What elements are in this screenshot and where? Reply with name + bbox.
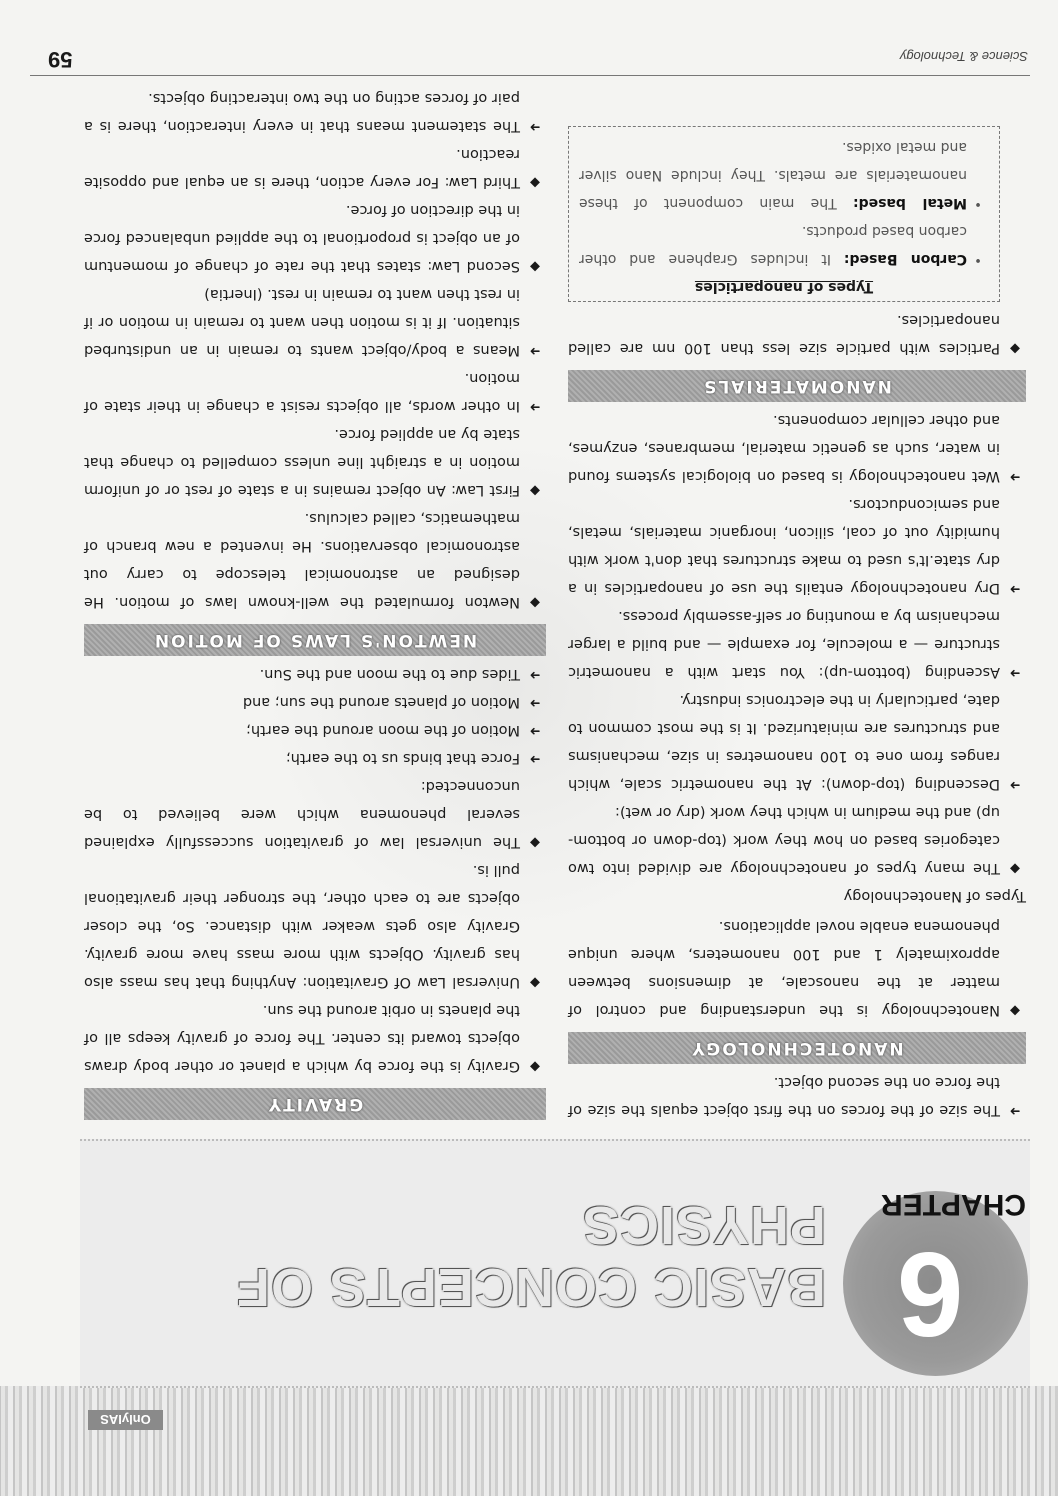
- arrow-icon: ➜: [529, 667, 541, 682]
- arrow-icon: ➜: [529, 751, 541, 766]
- box-title: Types of nanoparticles: [694, 279, 874, 295]
- diamond-bullet-icon: ◆: [1010, 1003, 1020, 1018]
- item-text: The size of the forces on the first object equals the size of the force on the second object.: [568, 1074, 1000, 1118]
- list-item: [84, 996, 546, 1080]
- section-heading-gravity: GRAVITY: [84, 1088, 546, 1120]
- chapter-title: BASIC CONCEPTS OF PHYSICS: [235, 1195, 826, 1317]
- arrow-icon: ➜: [1009, 777, 1021, 792]
- footer-rule: [30, 75, 1030, 76]
- diamond-bullet-icon: ◆: [530, 975, 540, 990]
- item-text: Universal Law Of Gravitation: Anything that has mass also has gravity. Objects with more mass have more gravity. Gravity also gets weaker with distance. So, the closer objects are to each other, the stronger their gravitational pull is.: [84, 862, 520, 990]
- item-text: The universal law of gravitation successfully explained several phenomena which were believed to be unconnected:: [84, 778, 520, 850]
- bullet-icon: •: [974, 196, 982, 211]
- item-text: Newton formulated the well-known laws of motion. He designed an astronomical telescope to carry out astronomical observations. He invented a new branch of mathematics, called calculus.: [84, 510, 520, 610]
- list-item: [84, 280, 546, 364]
- item-text: Particles with particle size less than 100 nm are called nanoparticles.: [568, 312, 1000, 356]
- item-text: Dry nanotechnology entails the use of nanoparticles in a dry state.It's used to make structures that don't work with humidity out of coal, silicon, inorganic materials, metals, and semiconductors.: [568, 496, 1000, 596]
- list-item: [84, 716, 546, 744]
- subheading-types: Types of Nanotechnology: [843, 888, 1026, 904]
- list-item: [579, 133, 989, 217]
- item-text: Motion of planets around the sun; and: [242, 694, 520, 710]
- footer-section-name: Science & Technology: [899, 49, 1028, 64]
- list-item: [84, 196, 546, 280]
- right-column: [84, 84, 546, 1124]
- diamond-bullet-icon: ◆: [530, 595, 540, 610]
- diamond-bullet-icon: ◆: [530, 1059, 540, 1074]
- item-text: Descending (top-down): At the nanometric scale, which ranges from one to 100 nanometres in size, mechanisms and structures are miniaturized. It is the most common to date, particularly in the electronics industry.: [568, 692, 1000, 792]
- list-item: [568, 490, 1026, 602]
- arrow-icon: ➜: [529, 723, 541, 738]
- arrow-icon: ➜: [1009, 581, 1021, 596]
- item-text: Ascending (bottom-up): You start with a nanometric structure — a molecule, for example — and build a larger mechanism by a mounting or self-assembly process.: [568, 608, 1000, 680]
- diamond-bullet-icon: ◆: [530, 483, 540, 498]
- list-item: [84, 140, 546, 196]
- list-item: [568, 406, 1026, 490]
- nanoparticle-types-box: [568, 126, 1000, 302]
- list-item: [568, 798, 1026, 882]
- diamond-bullet-icon: ◆: [530, 835, 540, 850]
- list-item: [84, 688, 546, 716]
- item-text: Nanotechnology is the understanding and control of matter at the nanoscale, at dimensions between approximately 1 and 100 nanometers, where unique phenomena enable novel applications.: [568, 918, 1000, 1018]
- item-label: Carbon Based:: [843, 251, 967, 267]
- left-column: [568, 126, 1026, 1124]
- list-item: [568, 686, 1026, 798]
- brand-badge: OnlyIAS: [88, 1410, 163, 1430]
- list-item: [579, 217, 989, 273]
- chapter-label: CHAPTER: [880, 1188, 1026, 1221]
- diamond-bullet-icon: ◆: [1010, 341, 1020, 356]
- item-text: The many types of nanotechnology are divided into two categories based on how they work (top-down or bottom-up) and the medium in which they work (dry or wet):: [568, 804, 1000, 876]
- item-text: Means a body/object wants to remain in an undisturbed situation. If it is motion then want to remain in motion or if in rest then want to remain in rest. (Inertia): [84, 286, 520, 358]
- item-text: It includes Graphene and other carbon based products.: [579, 223, 967, 267]
- list-item: [568, 1068, 1026, 1124]
- list-item: [84, 364, 546, 420]
- item-label: Metal based:: [853, 195, 967, 211]
- item-text: Tides due to the moon and the Sun.: [259, 666, 520, 682]
- list-item: [84, 660, 546, 688]
- arrow-icon: ➜: [529, 399, 541, 414]
- diamond-bullet-icon: ◆: [530, 175, 540, 190]
- item-text: Force that binds us to the earth;: [285, 750, 520, 766]
- arrow-icon: ➜: [529, 695, 541, 710]
- item-text: Gravity is the force by which a planet or other body draws objects toward its center. The force of gravity keeps all of the planets in orbit around the sun.: [84, 1002, 520, 1074]
- bullet-icon: •: [974, 252, 982, 267]
- list-item: [84, 420, 546, 504]
- arrow-icon: ➜: [529, 119, 541, 134]
- list-item: [568, 912, 1026, 1024]
- list-item: [84, 504, 546, 616]
- diamond-bullet-icon: ◆: [1010, 861, 1020, 876]
- page-number: 59: [48, 47, 73, 72]
- item-text: The statement means that in every interaction, there is a pair of forces acting on the two interacting objects.: [84, 90, 520, 134]
- list-item: [568, 602, 1026, 686]
- list-item: [84, 772, 546, 856]
- torn-edge: [0, 1386, 1058, 1496]
- item-text: Motion of the moon around the earth;: [246, 722, 520, 738]
- section-heading-newtons-laws: NEWTON'S LAWS OF MOTION: [84, 624, 546, 656]
- item-text: First Law: An object remains in a state of rest or of uniform motion in a straight line unless compelled to change that state by an applied force.: [84, 426, 520, 498]
- section-heading-nanotechnology: NANOTECHNOLOGY: [568, 1032, 1026, 1064]
- list-item: [568, 306, 1026, 362]
- item-text: Wet nanotechnology is based on biological systems found in water, such as genetic material, membranes, enzymes, and other cellular components.: [568, 412, 1000, 484]
- arrow-icon: ➜: [1009, 1103, 1021, 1118]
- arrow-icon: ➜: [529, 343, 541, 358]
- list-item: [84, 744, 546, 772]
- item-text: Third Law: For every action, there is an equal and opposite reaction.: [84, 146, 520, 190]
- item-text: Second Law: states that the rate of change of momentum of an object is proportional to the applied unbalanced force in the direction of force.: [84, 202, 520, 274]
- arrow-icon: ➜: [1009, 469, 1021, 484]
- diamond-bullet-icon: ◆: [530, 259, 540, 274]
- section-heading-nanomaterials: NANOMATERIALS: [568, 370, 1026, 402]
- list-item: [84, 84, 546, 140]
- arrow-icon: ➜: [1009, 665, 1021, 680]
- list-item: [84, 856, 546, 996]
- item-text: The main component of these nanomaterials are metals. They include Nano silver and metal oxides.: [578, 139, 967, 211]
- chapter-number: 6: [896, 1227, 964, 1361]
- item-text: In other words, all objects resist a change in their state of motion.: [84, 370, 520, 414]
